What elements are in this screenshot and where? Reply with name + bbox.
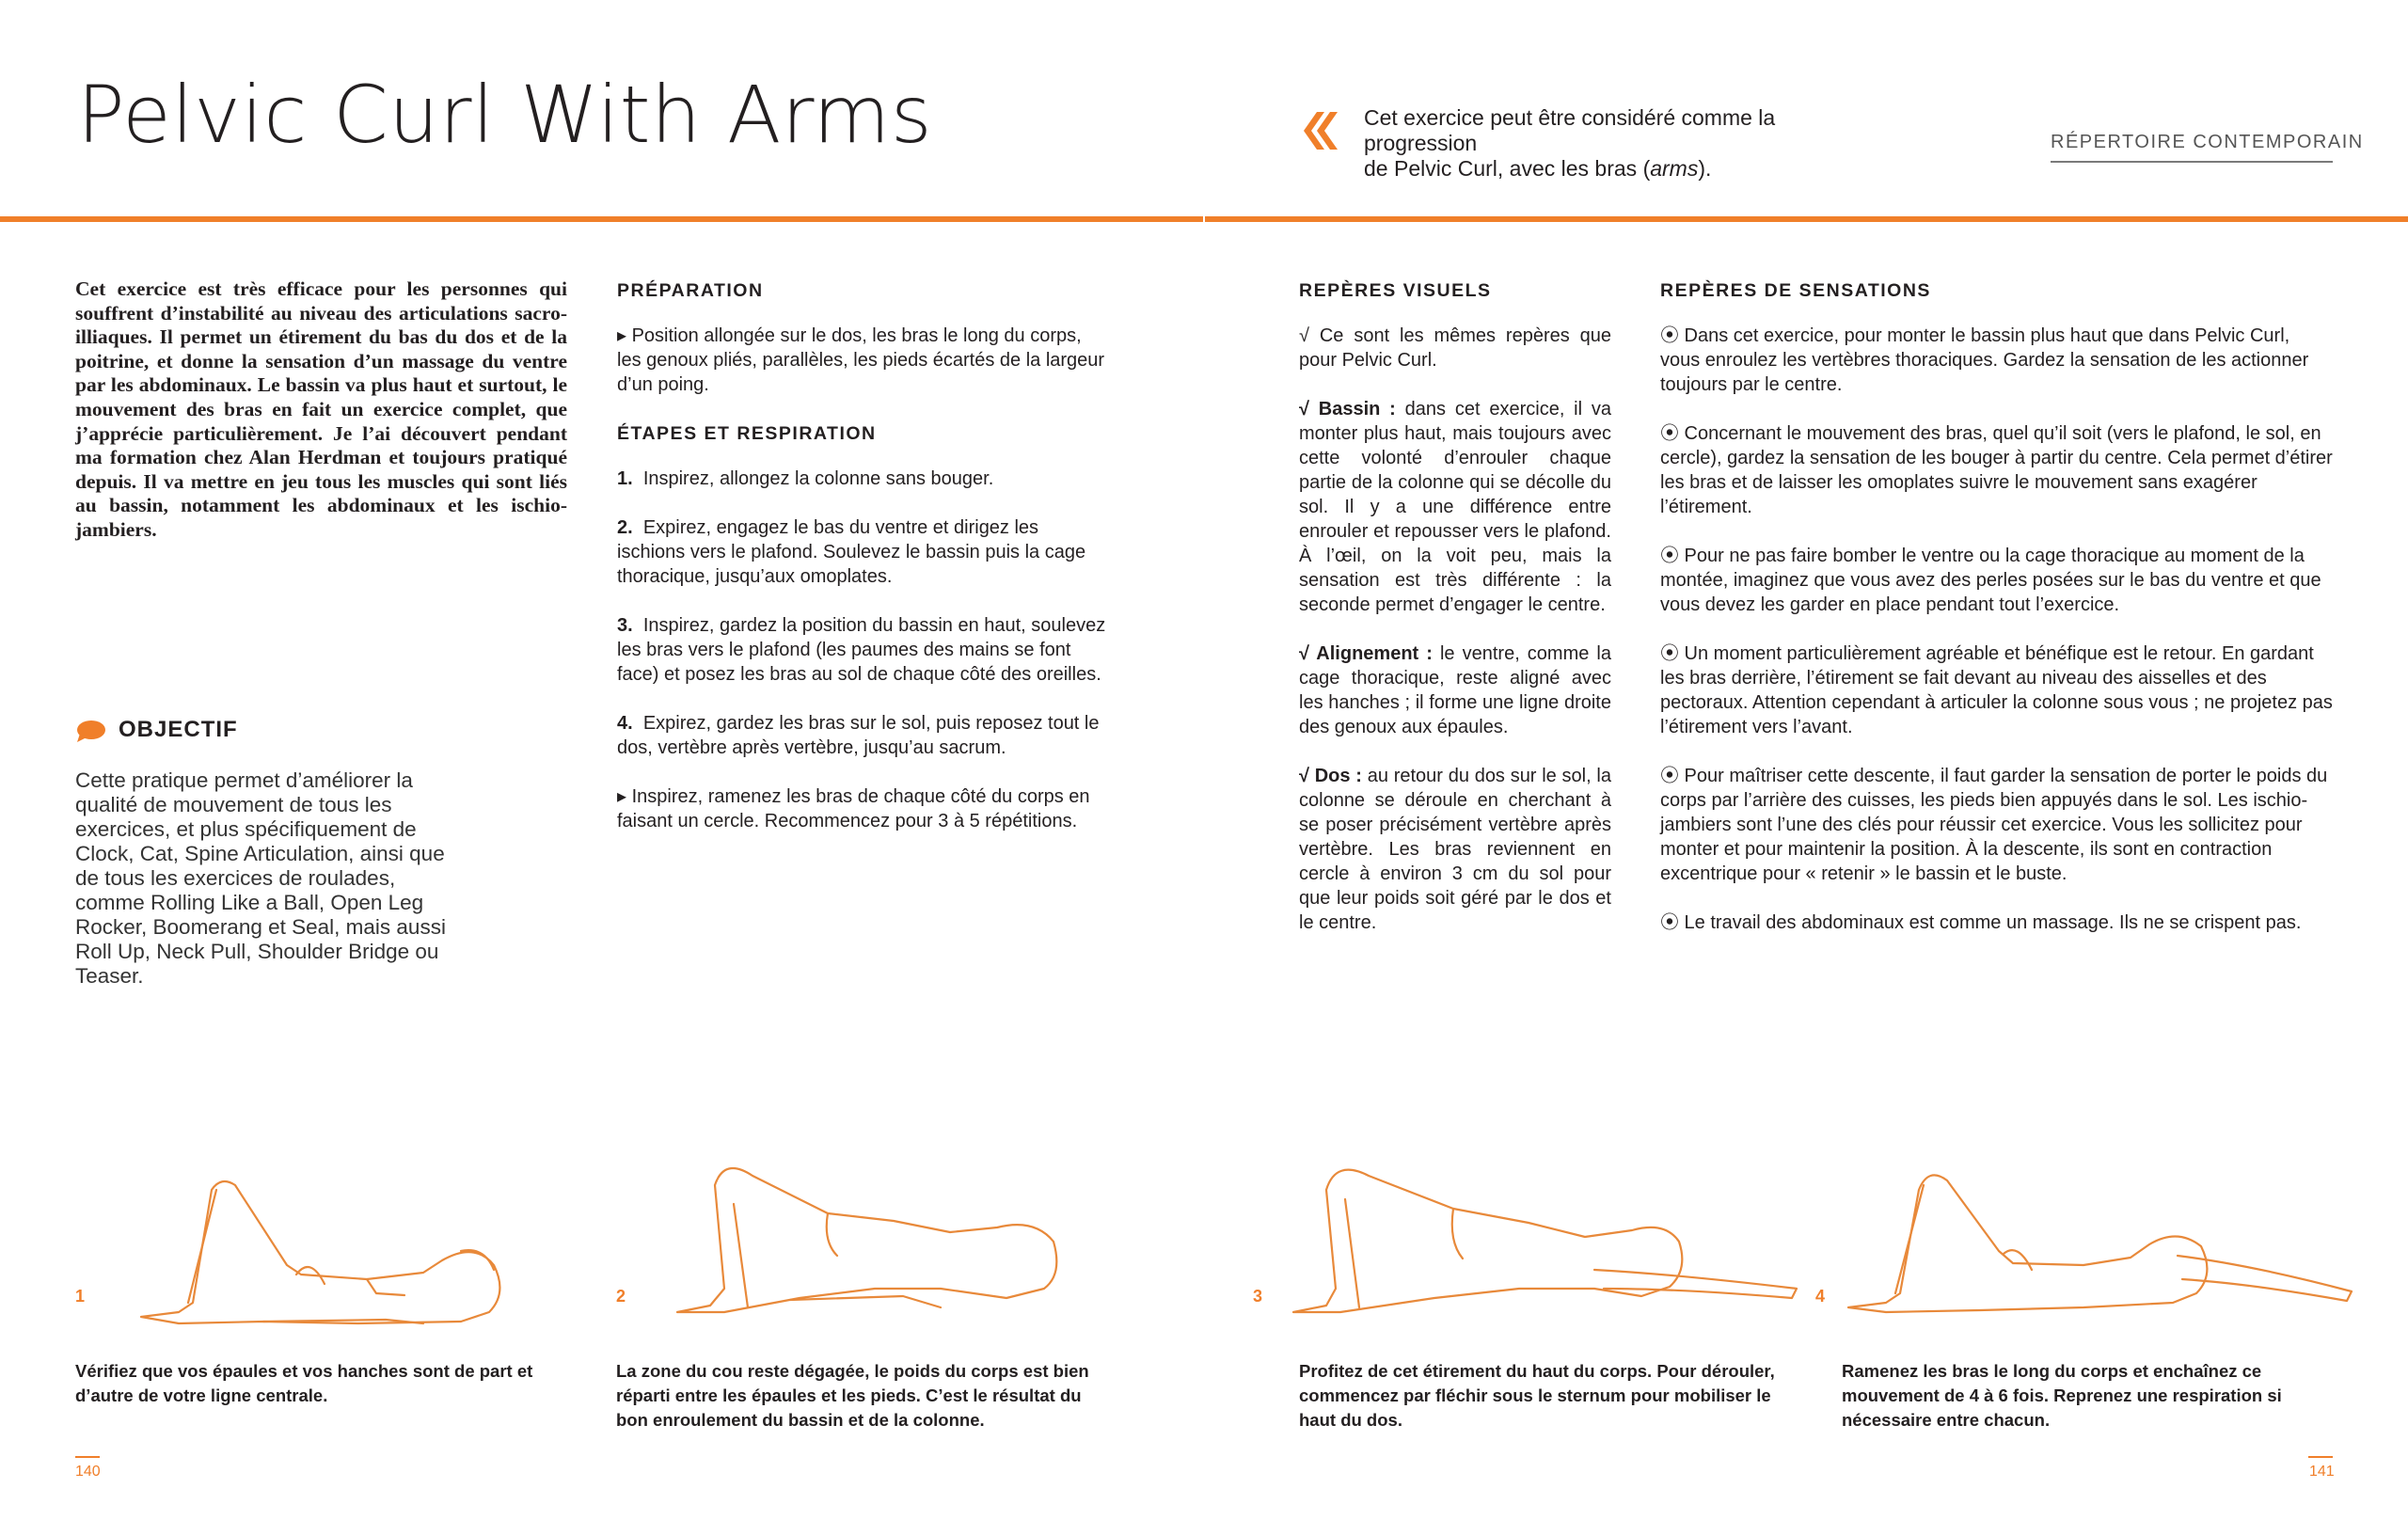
figure-caption: Profitez de cet étirement du haut du corps. Pour dérouler, commencez par fléchir sous le sternum pour mobiliser le haut du dos. xyxy=(1299,1361,1775,1430)
preparation-heading: PRÉPARATION xyxy=(617,280,764,301)
step-text: Inspirez, gardez la position du bassin en haut, soulevez les bras vers le plafond (les paumes des mains se font face) et posez les bras au sol de chaque côté des oreilles. xyxy=(617,615,1106,685)
step-text: Expirez, engagez le bas du ventre et dirigez les ischions vers le plafond. Soulevez le bassin puis la cage thoracique, jusqu’aux omoplates. xyxy=(617,517,1086,587)
objectif-label: OBJECTIF xyxy=(119,717,238,742)
instructions-column xyxy=(617,278,1110,858)
exercise-illustration-3 xyxy=(1293,1170,1682,1312)
visual-cue-item xyxy=(1299,324,1611,372)
visual-cue-text: √ Ce sont les mêmes repères que pour Pelvic Curl. xyxy=(1299,325,1611,371)
step-text: Inspirez, allongez la colonne sans bouger. xyxy=(642,468,994,489)
page-title: Pelvic Curl With Arms xyxy=(77,69,933,161)
sensation-item: ⦿ Pour ne pas faire bomber le ventre ou la cage thoracique au moment de la montée, imaginez que vous avez des perles posées sur le bas du ventre et que vous devez les garder en place pendant tout l’exercice. xyxy=(1660,546,2321,615)
page-number-left: 140 xyxy=(75,1464,101,1480)
visual-cue-item xyxy=(1299,764,1611,935)
step-item xyxy=(617,467,1110,491)
reperes-visuels-heading: REPÈRES VISUELS xyxy=(1299,280,1492,301)
figure-number: 3 xyxy=(1253,1287,1263,1306)
exercise-illustration-2-hip xyxy=(827,1213,837,1256)
step-text: Expirez, gardez les bras sur le sol, puis reposez tout le dos, vertèbre après vertèbre, jusqu’au sacrum. xyxy=(617,713,1100,758)
visual-cue-text: dans cet exercice, il va monter plus haut, mais toujours avec cette volonté d’enrouler chaque partie de la colonne qui se décolle du sol. Il y a une différence entre enrouler et repousser vers le plafond. À l’œil, on la voit peu, mais la sensation est très différente : la seconde permet d’engager le centre. xyxy=(1299,399,1612,615)
step-item xyxy=(617,711,1110,760)
reperes-visuels-column xyxy=(1299,278,1611,959)
quote-line-2-pre: de Pelvic Curl, avec les bras ( xyxy=(1364,156,1651,181)
sensation-item: ⦿ Le travail des abdominaux est comme un massage. Ils ne se crispent pas. xyxy=(1660,912,2302,933)
quote-line-2 xyxy=(1364,156,1853,182)
final-step: ▸ Inspirez, ramenez les bras de chaque côté du corps en faisant un cercle. Recommencez pour 3 à 5 répétitions. xyxy=(617,786,1090,831)
visual-cue-item xyxy=(1299,397,1611,617)
preparation-text: ▸ Position allongée sur le dos, les bras le long du corps, les genoux pliés, parallèles, les pieds écartés de la largeur d’un poing. xyxy=(617,325,1105,395)
intro-paragraph: Cet exercice est très efficace pour les personnes qui souffrent d’instabilité au niveau des articulations sacro-illiaques. Il permet un étirement du bas du dos et de la poitrine, et donne la sensation d’un massage du ventre par les abdominaux. Le bassin va plus haut et surtout, le mouvement des bras en fait un exercice complet, que j’apprécie particulièrement. Je l’ai découvert pendant ma formation chez Alan Herdman et toujours pratiqué depuis. Il va mettre en jeu tous les muscles qui sont liés au bassin, notamment les abdominaux et les ischio-jambiers. xyxy=(75,277,567,541)
visual-cue-label: √ Bassin : xyxy=(1299,399,1396,420)
visual-cue-text: le ventre, comme la cage thoracique, reste aligné avec les hanches ; il forme une ligne droite des genoux aux épaules. xyxy=(1299,643,1612,737)
figure-number: 4 xyxy=(1815,1287,1826,1306)
visual-cue-label: √ Alignement : xyxy=(1299,643,1433,664)
page-gutter xyxy=(1203,216,1205,222)
figure-number: 1 xyxy=(75,1287,86,1306)
quote-line-1: Cet exercice peut être considéré comme la progression xyxy=(1364,105,1776,155)
exercise-illustration-2-leg xyxy=(734,1204,748,1307)
exercise-illustration-4-leg xyxy=(1895,1185,1924,1293)
exercise-illustration-2 xyxy=(677,1168,1056,1312)
exercise-illustration-2-arm xyxy=(790,1296,941,1307)
sensation-item: ⦿ Dans cet exercice, pour monter le bassin plus haut que dans Pelvic Curl, vous enroulez les vertèbres thoraciques. Gardez la sensation de les actionner toujours par le centre. xyxy=(1660,325,2309,395)
exercise-illustration-4 xyxy=(1848,1175,2207,1312)
figure-caption: La zone du cou reste dégagée, le poids du corps est bien réparti entre les épaules et les pieds. C’est le résultat du bon enroulement du bassin et de la colonne. xyxy=(616,1361,1089,1430)
section-label: RÉPERTOIRE CONTEMPORAIN xyxy=(2051,132,2364,152)
exercise-illustration-1 xyxy=(122,1162,527,1331)
objectif-text: Cette pratique permet d’améliorer la qualité de mouvement de tous les exercices, et plus spécifiquement de Clock, Cat, Spine Articulation, ainsi que de tous les exercices de roulades, comme Rolling Like a Ball, Open Leg Rocker, Boomerang et Seal, mais aussi Roll Up, Neck Pull, Shoulder Bridge ou Teaser. xyxy=(75,768,446,988)
exercise-illustration-3-hip xyxy=(1452,1209,1463,1259)
visual-cue-text: au retour du dos sur le sol, la colonne se déroule en cherchant à se poser précisément vertèbre après vertèbre. Les bras reviennent en cercle à environ 3 cm du sol pour que leur poids soit géré par le dos et le centre. xyxy=(1299,766,1611,933)
figure-caption: Vérifiez que vos épaules et vos hanches sont de part et d’autre de votre ligne centrale. xyxy=(75,1361,533,1405)
figure-caption: Ramenez les bras le long du corps et enchaînez ce mouvement de 4 à 6 fois. Reprenez une respiration si nécessaire entre chacun. xyxy=(1842,1361,2282,1430)
figure-number: 2 xyxy=(616,1287,626,1306)
step-number: 3. xyxy=(617,615,633,636)
visual-cue-label: √ Dos : xyxy=(1299,766,1362,786)
quote-line-2-em: arms xyxy=(1650,156,1699,181)
exercise-illustration-4-arms xyxy=(2178,1256,2352,1301)
page-number-right: 141 xyxy=(2309,1464,2335,1480)
page-number-tick-left xyxy=(75,1456,100,1458)
sensation-item: ⦿ Concernant le mouvement des bras, quel qu’il soit (vers le plafond, le sol, en cercle), gardez la sensation de les bouger à partir du centre. Cela permet d’étirer les bras et de laisser les omoplates suivre le mouvement sans exagérer l’étirement. xyxy=(1660,423,2333,517)
page-number-tick-right xyxy=(2308,1456,2333,1458)
intro-quote xyxy=(1364,105,1853,182)
visual-cue-item xyxy=(1299,641,1611,739)
quote-line-2-post: ). xyxy=(1698,156,1712,181)
step-item xyxy=(617,613,1110,687)
quote-icon xyxy=(1296,110,1338,151)
step-item xyxy=(617,515,1110,589)
step-number: 2. xyxy=(617,517,633,538)
speech-bubble-icon xyxy=(75,720,105,743)
section-underline xyxy=(2051,161,2333,163)
reperes-sensations-heading: REPÈRES DE SENSATIONS xyxy=(1660,280,1931,301)
etapes-heading: ÉTAPES ET RESPIRATION xyxy=(617,423,877,444)
reperes-sensations-column xyxy=(1660,278,2334,959)
exercise-illustration-3-leg xyxy=(1345,1199,1359,1307)
sensation-item: ⦿ Un moment particulièrement agréable et bénéfique est le retour. En gardant les bras derrière, l’étirement se fait devant au niveau des aisselles et des pectoraux. Attention cependant à articuler la colonne sous vous ; ne projetez pas l’étirement vers l’avant. xyxy=(1660,643,2333,737)
sensation-item: ⦿ Pour maîtriser cette descente, il faut garder la sensation de porter le poids du corps par l’arrière des cuisses, les pieds bien appuyés dans le sol. Les ischio-jambiers sont l’une des clés pour réussir cet exercice. Vous les sollicitez pour monter et pour maintenir la position. À la descente, ils sont en contraction excentrique pour « retenir » le bassin et le buste. xyxy=(1660,766,2328,884)
step-number: 4. xyxy=(617,713,633,734)
step-number: 1. xyxy=(617,468,633,489)
